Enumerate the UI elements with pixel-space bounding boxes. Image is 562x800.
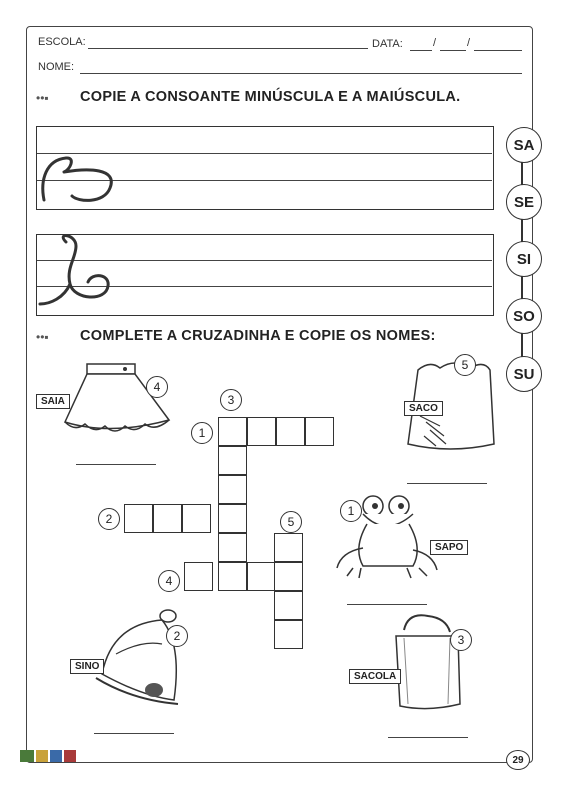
- school-label: ESCOLA:: [38, 36, 86, 48]
- bullet-icon: ••▪: [36, 330, 49, 344]
- crossword-cell[interactable]: [218, 417, 247, 446]
- crossword-cell[interactable]: [184, 562, 213, 591]
- crossword-cell[interactable]: [182, 504, 211, 533]
- crossword-cell[interactable]: [274, 533, 303, 562]
- crossword-cell[interactable]: [218, 446, 247, 475]
- crossword-cell[interactable]: [247, 562, 276, 591]
- answer-line-sapo[interactable]: [347, 604, 427, 605]
- crossword-number-4: 4: [158, 570, 180, 592]
- syllable-so: SO: [506, 298, 542, 334]
- instruction-crossword: COMPLETE A CRUZADINHA E COPIE OS NOMES:: [80, 328, 436, 344]
- picture-number-sacola: 3: [450, 629, 472, 651]
- name-field[interactable]: [80, 73, 522, 74]
- answer-line-saco[interactable]: [407, 483, 487, 484]
- word-label-sacola: SACOLA: [349, 669, 401, 684]
- date-separator: /: [467, 37, 471, 49]
- date-label: DATA:: [372, 38, 403, 50]
- picture-number-saco: 5: [454, 354, 476, 376]
- syllable-sa: SA: [506, 127, 542, 163]
- crossword-cell[interactable]: [274, 620, 303, 649]
- word-label-sapo: SAPO: [430, 540, 468, 555]
- answer-line-sacola[interactable]: [388, 737, 468, 738]
- word-label-saco: SACO: [404, 401, 443, 416]
- picture-number-sino: 2: [166, 625, 188, 647]
- crossword-number-1: 1: [191, 422, 213, 444]
- crossword-cell[interactable]: [218, 475, 247, 504]
- picture-number-sapo: 1: [340, 500, 362, 522]
- crossword-cell[interactable]: [218, 533, 247, 562]
- name-label: NOME:: [38, 61, 75, 73]
- cursive-lowercase-s-icon: [36, 150, 126, 206]
- cursive-uppercase-s-icon: [36, 228, 126, 312]
- bag-icon: [388, 608, 468, 713]
- crossword-cell[interactable]: [276, 417, 305, 446]
- crossword-cell[interactable]: [274, 562, 303, 591]
- date-year-field[interactable]: [474, 50, 522, 51]
- publisher-logo-icon: [20, 748, 80, 764]
- crossword-number-2: 2: [98, 508, 120, 530]
- crossword-cell[interactable]: [124, 504, 153, 533]
- crossword-cell[interactable]: [274, 591, 303, 620]
- bullet-icon: ••▪: [36, 91, 49, 105]
- crossword-cell[interactable]: [153, 504, 182, 533]
- answer-line-saia[interactable]: [76, 464, 156, 465]
- syllable-si: SI: [506, 241, 542, 277]
- answer-line-sino[interactable]: [94, 733, 174, 734]
- crossword-cell[interactable]: [305, 417, 334, 446]
- school-field[interactable]: [88, 48, 368, 49]
- crossword-cell[interactable]: [218, 562, 247, 591]
- date-month-field[interactable]: [440, 50, 466, 51]
- page-number: 29: [506, 750, 530, 770]
- crossword-cell[interactable]: [218, 504, 247, 533]
- picture-number-saia: 4: [146, 376, 168, 398]
- word-label-sino: SINO: [70, 659, 104, 674]
- syllable-se: SE: [506, 184, 542, 220]
- instruction-copy: COPIE A CONSOANTE MINÚSCULA E A MAIÚSCULA.: [80, 89, 461, 105]
- crossword-number-5: 5: [280, 511, 302, 533]
- word-label-saia: SAIA: [36, 394, 70, 409]
- syllable-su: SU: [506, 356, 542, 392]
- date-day-field[interactable]: [410, 50, 432, 51]
- date-separator: /: [433, 37, 437, 49]
- crossword-number-3: 3: [220, 389, 242, 411]
- crossword-cell[interactable]: [247, 417, 276, 446]
